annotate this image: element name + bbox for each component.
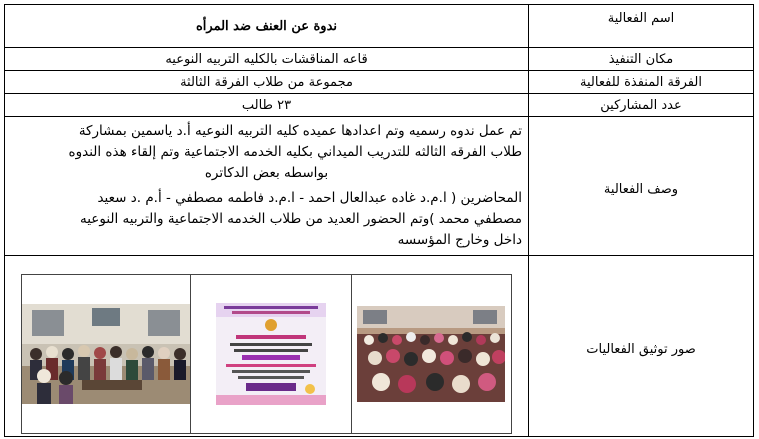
event-poster <box>190 275 351 433</box>
group-label: الفرقة المنفذة للفعالية <box>529 71 754 94</box>
description-line: داخل وخارج المؤسسه <box>397 232 522 248</box>
row-venue <box>5 48 754 71</box>
activity-report <box>4 4 754 434</box>
venue-value: قاعه المناقشات بالكليه التربيه النوعيه <box>5 48 529 71</box>
audience-photo <box>351 275 512 433</box>
participants-label: عدد المشاركين <box>529 94 754 117</box>
participants-value: ٢٣ طالب <box>5 94 529 117</box>
event-poster-image <box>216 303 326 405</box>
title-value: ندوة عن العنف ضد المرأه <box>5 5 529 48</box>
row-title <box>5 5 754 48</box>
group-photo <box>22 275 190 433</box>
group-photo-image <box>22 304 190 404</box>
photos-cell <box>5 256 529 437</box>
group-value: مجموعة من طلاب الفرقة الثالثة <box>5 71 529 94</box>
row-description <box>5 117 754 256</box>
venue-label: مكان التنفيذ <box>529 48 754 71</box>
description-label: وصف الفعالية <box>529 117 754 256</box>
row-group <box>5 71 754 94</box>
description-line: تم عمل ندوه رسميه وتم اعدادها عميده كليه التربيه النوعيه أ.د ياسمين بمشاركة <box>78 123 522 139</box>
description-line: طلاب الفرقه الثالثه للتدريب الميداني بكليه الخدمه الاجتماعية وتم إلقاء هذه الندوه <box>68 144 522 160</box>
activity-table <box>4 4 754 437</box>
description-value <box>5 117 529 256</box>
description-line: بواسطه بعض الدكاتره <box>204 165 329 181</box>
row-participants <box>5 94 754 117</box>
audience-photo-image <box>357 306 505 402</box>
photos-label: صور توثيق الفعاليات <box>529 256 754 437</box>
photo-strip <box>21 274 512 434</box>
description-line: المحاضرين ( ا.م.د غاده عبدالعال احمد - ا.م.د فاطمه مصطفي - أ.م .د سعيد <box>97 190 522 206</box>
row-photos <box>5 256 754 437</box>
description-line: مصطفي محمد )وتم الحضور العديد من طلاب الخدمه الاجتماعية والتربيه النوعيه <box>79 211 522 227</box>
title-label: اسم الفعالية <box>529 5 754 48</box>
